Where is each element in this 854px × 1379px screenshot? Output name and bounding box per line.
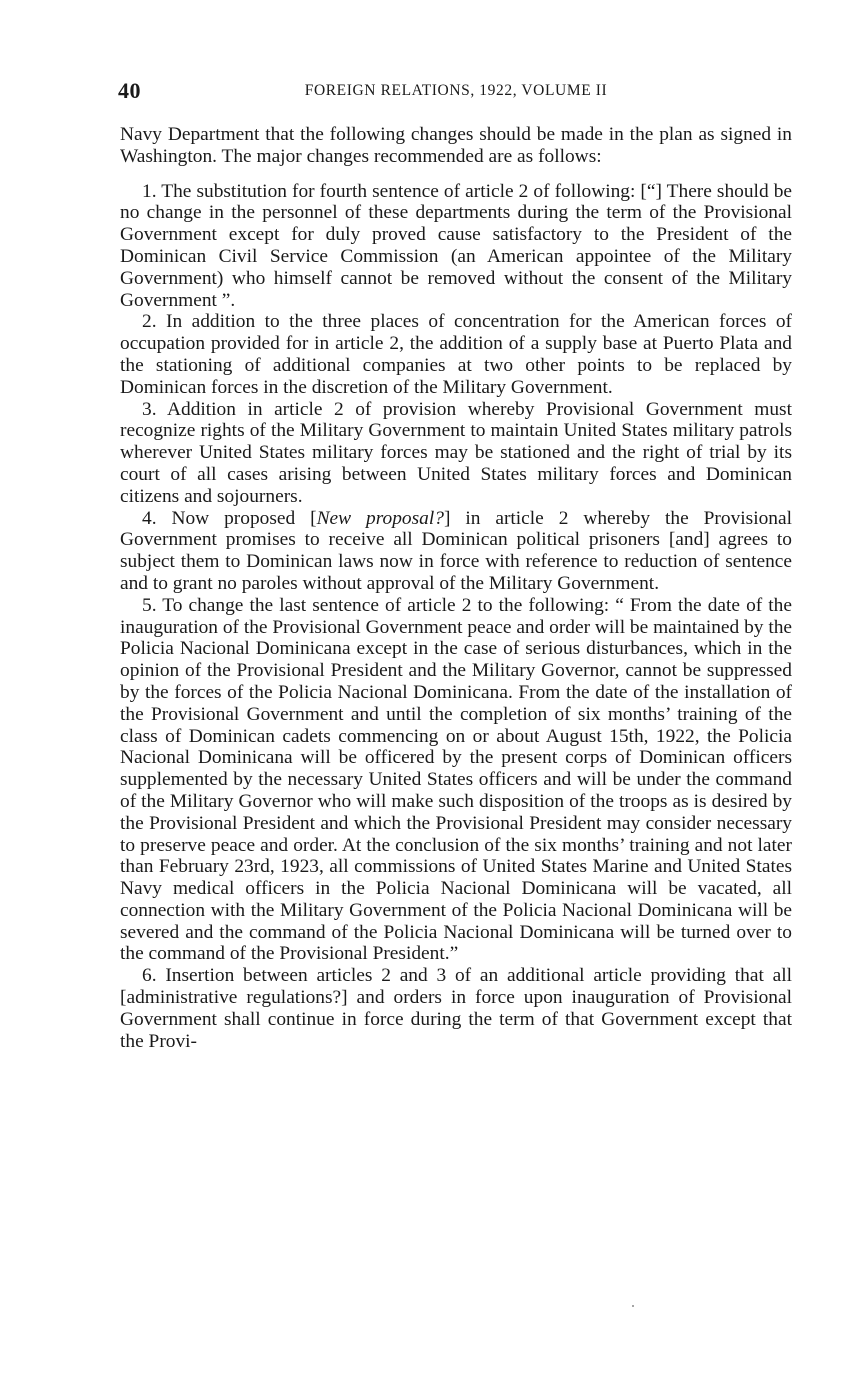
list-item-5: 5. To change the last sentence of article 2 to the following: “ From the date of the inauguration of the Provisional Government peace and order will be maintained by the Policia Nacional Dominicana except in the case of serious disturbances, which in the opinion of the Provisional President and the Military Governor, cannot be suppressed by the forces of the Policia Nacional Dominicana. From the date of the installation of the Provisional Government and until the completion of six months’ training of the class of Dominican cadets commencing on or about August 15th, 1922, the Policia Nacional Dominicana will be officered by the present corps of Dominican officers supplemented by the necessary United States officers and will be under the command of the Military Governor who will make such disposition of the troops as is desired by the Provisional President and which the Provisional President may consider necessary to preserve peace and order. At the conclusion of the six months’ training and not later than February 23rd, 1923, all commissions of United States Marine and United States Navy medical officers in the Policia Nacional Dominicana will be vacated, all connection with the Military Government of the Policia Nacional Dominicana will be severed and the command of the Policia Nacional Dominicana will be turned over to the command of the Provisional President.” [120, 594, 793, 965]
list-item-4-text-before: 4. Now proposed [ [142, 507, 317, 529]
list-item-1: 1. The substitution for fourth sentence of article 2 of following: [“] There should be no change in the personnel of these departments during the term of the Provisional Government except for duly proved cause satisfactory to the President of the Dominican Civil Service Commission (an American appointee of the Military Government) who himself cannot be removed without the consent of the Military Government ”. [120, 180, 792, 311]
running-head: FOREIGN RELATIONS, 1922, VOLUME II [304, 82, 608, 99]
list-item-4-text-after: ] in article 2 whereby the Provisional Government promises to receive all Dominican political prisoners [and] agrees to subject them to Dominican laws now in force with reference to reduction of sentence and to grant no paroles without approval of the Military Government. [120, 507, 792, 594]
page-number: 40 [118, 78, 141, 103]
list-item-3: 3. Addition in article 2 of provision whereby Provisional Government must recognize rights of the Military Government to maintain United States military patrols wherever United States military forces may be stationed and the right of trial by its court of all cases arising between United States military forces and Dominican citizens and sojourners. [120, 398, 792, 507]
list-item-4 [120, 508, 792, 595]
intro-paragraph: Navy Department that the following changes should be made in the plan as signed in Washington. The major changes recommended are as follows: [120, 124, 792, 167]
list-item-2: 2. In addition to the three places of concentration for the American forces of occupation provided for in article 2, the addition of a supply base at Puerto Plata and the stationing of additional companies at two other points to be replaced by Dominican forces in the discretion of the Military Government. [120, 311, 792, 398]
document-body [120, 124, 792, 1052]
scan-speck [632, 1305, 634, 1307]
list-item-6: 6. Insertion between articles 2 and 3 of an additional article providing that all [administrative regulations?] and orders in force upon inauguration of Provisional Government shall continue in force during the term of that Government except that the Provi- [120, 965, 792, 1052]
page-header [118, 78, 794, 108]
list-item-4-italic-note: New proposal? [316, 507, 444, 529]
